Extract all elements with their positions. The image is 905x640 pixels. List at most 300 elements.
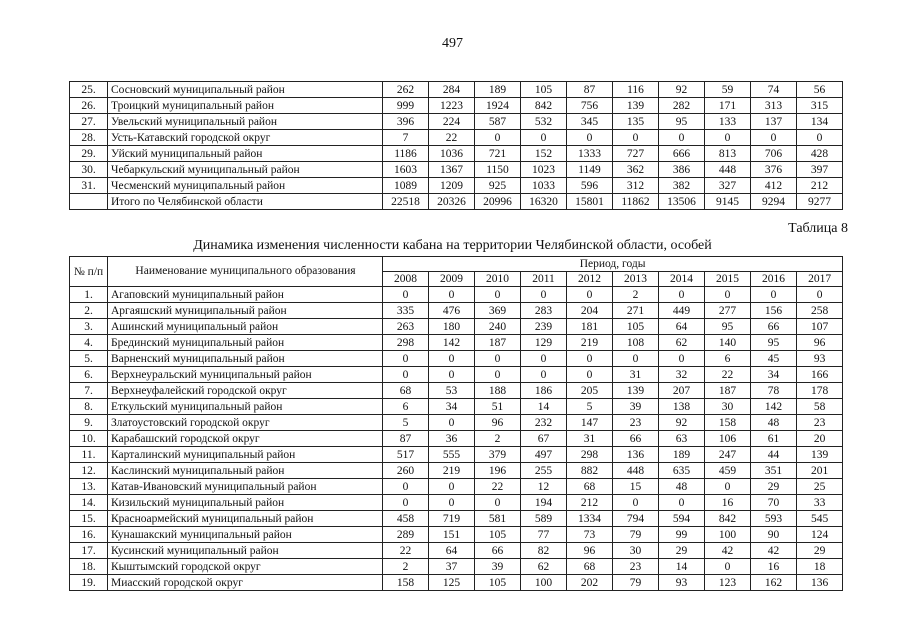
value-cell: 20326 xyxy=(429,194,475,210)
value-cell: 727 xyxy=(613,146,659,162)
value-cell: 721 xyxy=(475,146,521,162)
value-cell: 999 xyxy=(383,98,429,114)
value-cell: 87 xyxy=(567,82,613,98)
value-cell: 186 xyxy=(521,383,567,399)
municipality-name: Увельский муниципальный район xyxy=(108,114,383,130)
header-year: 2015 xyxy=(705,272,751,287)
value-cell: 205 xyxy=(567,383,613,399)
value-cell: 106 xyxy=(705,431,751,447)
value-cell: 23 xyxy=(613,415,659,431)
value-cell: 1333 xyxy=(567,146,613,162)
value-cell: 100 xyxy=(521,575,567,591)
row-number: 29. xyxy=(70,146,108,162)
value-cell: 116 xyxy=(613,82,659,98)
value-cell: 124 xyxy=(797,527,843,543)
value-cell: 1150 xyxy=(475,162,521,178)
value-cell: 42 xyxy=(705,543,751,559)
value-cell: 0 xyxy=(475,495,521,511)
municipality-name: Брединский муниципальный район xyxy=(108,335,383,351)
value-cell: 0 xyxy=(429,495,475,511)
value-cell: 0 xyxy=(751,130,797,146)
value-cell: 283 xyxy=(521,303,567,319)
row-number: 25. xyxy=(70,82,108,98)
value-cell: 23 xyxy=(797,415,843,431)
value-cell: 15801 xyxy=(567,194,613,210)
value-cell: 255 xyxy=(521,463,567,479)
row-number: 10. xyxy=(70,431,108,447)
value-cell: 1603 xyxy=(383,162,429,178)
value-cell: 29 xyxy=(797,543,843,559)
value-cell: 0 xyxy=(383,495,429,511)
value-cell: 105 xyxy=(521,82,567,98)
municipality-name: Троицкий муниципальный район xyxy=(108,98,383,114)
value-cell: 23 xyxy=(613,559,659,575)
value-cell: 0 xyxy=(567,367,613,383)
value-cell: 68 xyxy=(567,559,613,575)
value-cell: 64 xyxy=(659,319,705,335)
value-cell: 335 xyxy=(383,303,429,319)
municipality-name: Ашинский муниципальный район xyxy=(108,319,383,335)
value-cell: 315 xyxy=(797,98,843,114)
value-cell: 62 xyxy=(521,559,567,575)
municipality-name: Еткульский муниципальный район xyxy=(108,399,383,415)
value-cell: 67 xyxy=(521,431,567,447)
value-cell: 53 xyxy=(429,383,475,399)
value-cell: 428 xyxy=(797,146,843,162)
value-cell: 90 xyxy=(751,527,797,543)
value-cell: 96 xyxy=(567,543,613,559)
table-row xyxy=(70,98,843,114)
value-cell: 202 xyxy=(567,575,613,591)
value-cell: 0 xyxy=(613,130,659,146)
value-cell: 22 xyxy=(429,130,475,146)
value-cell: 271 xyxy=(613,303,659,319)
value-cell: 18 xyxy=(797,559,843,575)
value-cell: 240 xyxy=(475,319,521,335)
value-cell: 30 xyxy=(705,399,751,415)
value-cell: 129 xyxy=(521,335,567,351)
value-cell: 260 xyxy=(383,463,429,479)
table-row xyxy=(70,130,843,146)
value-cell: 92 xyxy=(659,415,705,431)
value-cell: 142 xyxy=(751,399,797,415)
value-cell: 56 xyxy=(797,82,843,98)
table-row xyxy=(70,287,843,303)
table-row xyxy=(70,367,843,383)
value-cell: 171 xyxy=(705,98,751,114)
value-cell: 0 xyxy=(613,351,659,367)
value-cell: 587 xyxy=(475,114,521,130)
row-number: 12. xyxy=(70,463,108,479)
value-cell: 140 xyxy=(705,335,751,351)
table-row xyxy=(70,575,843,591)
row-number: 16. xyxy=(70,527,108,543)
value-cell: 594 xyxy=(659,511,705,527)
value-cell: 20 xyxy=(797,431,843,447)
value-cell: 0 xyxy=(383,367,429,383)
value-cell: 82 xyxy=(521,543,567,559)
value-cell: 397 xyxy=(797,162,843,178)
table-row xyxy=(70,495,843,511)
value-cell: 497 xyxy=(521,447,567,463)
value-cell: 0 xyxy=(383,287,429,303)
value-cell: 105 xyxy=(613,319,659,335)
municipality-name: Златоустовский городской округ xyxy=(108,415,383,431)
table-row xyxy=(70,463,843,479)
value-cell: 134 xyxy=(797,114,843,130)
table-row xyxy=(70,351,843,367)
value-cell: 44 xyxy=(751,447,797,463)
value-cell: 448 xyxy=(705,162,751,178)
table-row xyxy=(70,178,843,194)
value-cell: 1209 xyxy=(429,178,475,194)
value-cell: 31 xyxy=(567,431,613,447)
value-cell: 34 xyxy=(751,367,797,383)
page-number: 497 xyxy=(442,36,463,51)
value-cell: 0 xyxy=(705,559,751,575)
value-cell: 108 xyxy=(613,335,659,351)
header-num: № п/п xyxy=(70,257,108,287)
table-row xyxy=(70,447,843,463)
municipality-name: Аргаяшский муниципальный район xyxy=(108,303,383,319)
value-cell: 99 xyxy=(659,527,705,543)
municipality-name: Кыштымский городской округ xyxy=(108,559,383,575)
row-number xyxy=(70,194,108,210)
value-cell: 92 xyxy=(659,82,705,98)
value-cell: 0 xyxy=(521,367,567,383)
value-cell: 25 xyxy=(797,479,843,495)
row-number: 27. xyxy=(70,114,108,130)
value-cell: 79 xyxy=(613,575,659,591)
value-cell: 14 xyxy=(659,559,705,575)
value-cell: 232 xyxy=(521,415,567,431)
value-cell: 137 xyxy=(751,114,797,130)
table-row xyxy=(70,319,843,335)
value-cell: 95 xyxy=(751,335,797,351)
value-cell: 369 xyxy=(475,303,521,319)
municipality-name: Миасский городской округ xyxy=(108,575,383,591)
value-cell: 30 xyxy=(613,543,659,559)
table-continuation xyxy=(69,81,843,210)
value-cell: 189 xyxy=(659,447,705,463)
row-number: 31. xyxy=(70,178,108,194)
value-cell: 77 xyxy=(521,527,567,543)
row-number: 7. xyxy=(70,383,108,399)
value-cell: 1033 xyxy=(521,178,567,194)
row-number: 28. xyxy=(70,130,108,146)
value-cell: 12 xyxy=(521,479,567,495)
value-cell: 51 xyxy=(475,399,521,415)
value-cell: 312 xyxy=(613,178,659,194)
value-cell: 459 xyxy=(705,463,751,479)
value-cell: 5 xyxy=(383,415,429,431)
value-cell: 277 xyxy=(705,303,751,319)
value-cell: 0 xyxy=(475,351,521,367)
value-cell: 882 xyxy=(567,463,613,479)
value-cell: 517 xyxy=(383,447,429,463)
value-cell: 458 xyxy=(383,511,429,527)
value-cell: 0 xyxy=(705,130,751,146)
value-cell: 13506 xyxy=(659,194,705,210)
municipality-name: Уйский муниципальный район xyxy=(108,146,383,162)
municipality-name: Варненский муниципальный район xyxy=(108,351,383,367)
value-cell: 219 xyxy=(429,463,475,479)
municipality-name: Катав-Ивановский муниципальный район xyxy=(108,479,383,495)
value-cell: 555 xyxy=(429,447,475,463)
value-cell: 0 xyxy=(429,479,475,495)
value-cell: 0 xyxy=(429,287,475,303)
value-cell: 61 xyxy=(751,431,797,447)
value-cell: 68 xyxy=(567,479,613,495)
row-number: 15. xyxy=(70,511,108,527)
row-number: 18. xyxy=(70,559,108,575)
value-cell: 151 xyxy=(429,527,475,543)
table-row xyxy=(70,335,843,351)
value-cell: 7 xyxy=(383,130,429,146)
municipality-name: Кусинский муниципальный район xyxy=(108,543,383,559)
value-cell: 476 xyxy=(429,303,475,319)
row-number: 17. xyxy=(70,543,108,559)
value-cell: 64 xyxy=(429,543,475,559)
value-cell: 0 xyxy=(429,415,475,431)
value-cell: 0 xyxy=(475,130,521,146)
table-row xyxy=(70,415,843,431)
value-cell: 379 xyxy=(475,447,521,463)
value-cell: 1367 xyxy=(429,162,475,178)
table-row xyxy=(70,82,843,98)
value-cell: 181 xyxy=(567,319,613,335)
value-cell: 63 xyxy=(659,431,705,447)
value-cell: 105 xyxy=(475,575,521,591)
value-cell: 282 xyxy=(659,98,705,114)
value-cell: 178 xyxy=(797,383,843,399)
value-cell: 107 xyxy=(797,319,843,335)
value-cell: 794 xyxy=(613,511,659,527)
value-cell: 219 xyxy=(567,335,613,351)
value-cell: 16 xyxy=(751,559,797,575)
row-number: 14. xyxy=(70,495,108,511)
value-cell: 187 xyxy=(705,383,751,399)
value-cell: 96 xyxy=(475,415,521,431)
value-cell: 201 xyxy=(797,463,843,479)
value-cell: 0 xyxy=(705,287,751,303)
value-cell: 105 xyxy=(475,527,521,543)
value-cell: 70 xyxy=(751,495,797,511)
value-cell: 156 xyxy=(751,303,797,319)
value-cell: 1023 xyxy=(521,162,567,178)
value-cell: 635 xyxy=(659,463,705,479)
value-cell: 0 xyxy=(613,495,659,511)
table-row xyxy=(70,162,843,178)
value-cell: 376 xyxy=(751,162,797,178)
value-cell: 29 xyxy=(659,543,705,559)
row-number: 5. xyxy=(70,351,108,367)
municipality-name: Верхнеуфалейский городской округ xyxy=(108,383,383,399)
value-cell: 9277 xyxy=(797,194,843,210)
value-cell: 2 xyxy=(613,287,659,303)
value-cell: 22 xyxy=(383,543,429,559)
value-cell: 0 xyxy=(659,495,705,511)
value-cell: 0 xyxy=(567,287,613,303)
value-cell: 62 xyxy=(659,335,705,351)
value-cell: 0 xyxy=(429,367,475,383)
municipality-name: Кунашакский муниципальный район xyxy=(108,527,383,543)
value-cell: 180 xyxy=(429,319,475,335)
value-cell: 2 xyxy=(383,559,429,575)
value-cell: 29 xyxy=(751,479,797,495)
value-cell: 212 xyxy=(797,178,843,194)
table-row xyxy=(70,194,843,210)
value-cell: 0 xyxy=(429,351,475,367)
value-cell: 545 xyxy=(797,511,843,527)
municipality-name: Итого по Челябинской области xyxy=(108,194,383,210)
value-cell: 0 xyxy=(567,130,613,146)
value-cell: 66 xyxy=(613,431,659,447)
row-number: 6. xyxy=(70,367,108,383)
value-cell: 289 xyxy=(383,527,429,543)
value-cell: 6 xyxy=(705,351,751,367)
value-cell: 345 xyxy=(567,114,613,130)
row-number: 11. xyxy=(70,447,108,463)
table-row xyxy=(70,527,843,543)
municipality-name: Карталинский муниципальный район xyxy=(108,447,383,463)
value-cell: 0 xyxy=(659,287,705,303)
municipality-name: Верхнеуральский муниципальный район xyxy=(108,367,383,383)
value-cell: 66 xyxy=(751,319,797,335)
value-cell: 142 xyxy=(429,335,475,351)
table-row xyxy=(70,114,843,130)
value-cell: 0 xyxy=(475,287,521,303)
row-number: 30. xyxy=(70,162,108,178)
value-cell: 212 xyxy=(567,495,613,511)
value-cell: 412 xyxy=(751,178,797,194)
boar-population-table xyxy=(69,256,843,591)
value-cell: 136 xyxy=(613,447,659,463)
value-cell: 100 xyxy=(705,527,751,543)
municipality-name: Кизильский муниципальный район xyxy=(108,495,383,511)
value-cell: 189 xyxy=(475,82,521,98)
value-cell: 66 xyxy=(475,543,521,559)
table-row xyxy=(70,146,843,162)
value-cell: 74 xyxy=(751,82,797,98)
value-cell: 0 xyxy=(521,287,567,303)
value-cell: 589 xyxy=(521,511,567,527)
row-number: 4. xyxy=(70,335,108,351)
value-cell: 68 xyxy=(383,383,429,399)
value-cell: 262 xyxy=(383,82,429,98)
table-label: Таблица 8 xyxy=(788,221,848,236)
value-cell: 32 xyxy=(659,367,705,383)
value-cell: 0 xyxy=(797,130,843,146)
municipality-name: Чебаркульский муниципальный район xyxy=(108,162,383,178)
value-cell: 39 xyxy=(475,559,521,575)
value-cell: 95 xyxy=(705,319,751,335)
header-name: Наименование муниципального образования xyxy=(108,257,383,287)
value-cell: 36 xyxy=(429,431,475,447)
value-cell: 15 xyxy=(613,479,659,495)
value-cell: 258 xyxy=(797,303,843,319)
value-cell: 596 xyxy=(567,178,613,194)
table-row xyxy=(70,543,843,559)
municipality-name: Агаповский муниципальный район xyxy=(108,287,383,303)
value-cell: 382 xyxy=(659,178,705,194)
value-cell: 0 xyxy=(475,367,521,383)
value-cell: 0 xyxy=(751,287,797,303)
row-number: 9. xyxy=(70,415,108,431)
value-cell: 95 xyxy=(659,114,705,130)
value-cell: 813 xyxy=(705,146,751,162)
value-cell: 298 xyxy=(567,447,613,463)
municipality-name: Усть-Катавский городской округ xyxy=(108,130,383,146)
value-cell: 139 xyxy=(613,383,659,399)
value-cell: 1924 xyxy=(475,98,521,114)
value-cell: 158 xyxy=(705,415,751,431)
table-row xyxy=(70,559,843,575)
value-cell: 48 xyxy=(751,415,797,431)
value-cell: 1089 xyxy=(383,178,429,194)
value-cell: 0 xyxy=(705,479,751,495)
value-cell: 93 xyxy=(659,575,705,591)
value-cell: 59 xyxy=(705,82,751,98)
value-cell: 842 xyxy=(521,98,567,114)
value-cell: 33 xyxy=(797,495,843,511)
value-cell: 196 xyxy=(475,463,521,479)
value-cell: 0 xyxy=(383,351,429,367)
value-cell: 666 xyxy=(659,146,705,162)
value-cell: 16 xyxy=(705,495,751,511)
value-cell: 162 xyxy=(751,575,797,591)
header-year: 2009 xyxy=(429,272,475,287)
value-cell: 1186 xyxy=(383,146,429,162)
value-cell: 152 xyxy=(521,146,567,162)
header-year: 2008 xyxy=(383,272,429,287)
municipality-name: Сосновский муниципальный район xyxy=(108,82,383,98)
value-cell: 0 xyxy=(659,130,705,146)
value-cell: 16320 xyxy=(521,194,567,210)
table-row xyxy=(70,479,843,495)
value-cell: 0 xyxy=(797,287,843,303)
table-row xyxy=(70,303,843,319)
header-year: 2014 xyxy=(659,272,705,287)
value-cell: 448 xyxy=(613,463,659,479)
value-cell: 42 xyxy=(751,543,797,559)
value-cell: 138 xyxy=(659,399,705,415)
value-cell: 79 xyxy=(613,527,659,543)
value-cell: 2 xyxy=(475,431,521,447)
value-cell: 34 xyxy=(429,399,475,415)
value-cell: 6 xyxy=(383,399,429,415)
header-year: 2010 xyxy=(475,272,521,287)
value-cell: 925 xyxy=(475,178,521,194)
value-cell: 719 xyxy=(429,511,475,527)
value-cell: 327 xyxy=(705,178,751,194)
row-number: 13. xyxy=(70,479,108,495)
value-cell: 204 xyxy=(567,303,613,319)
value-cell: 0 xyxy=(521,351,567,367)
value-cell: 188 xyxy=(475,383,521,399)
row-number: 2. xyxy=(70,303,108,319)
value-cell: 194 xyxy=(521,495,567,511)
value-cell: 135 xyxy=(613,114,659,130)
value-cell: 396 xyxy=(383,114,429,130)
value-cell: 1223 xyxy=(429,98,475,114)
value-cell: 133 xyxy=(705,114,751,130)
value-cell: 239 xyxy=(521,319,567,335)
table-row xyxy=(70,399,843,415)
value-cell: 123 xyxy=(705,575,751,591)
value-cell: 9145 xyxy=(705,194,751,210)
value-cell: 532 xyxy=(521,114,567,130)
